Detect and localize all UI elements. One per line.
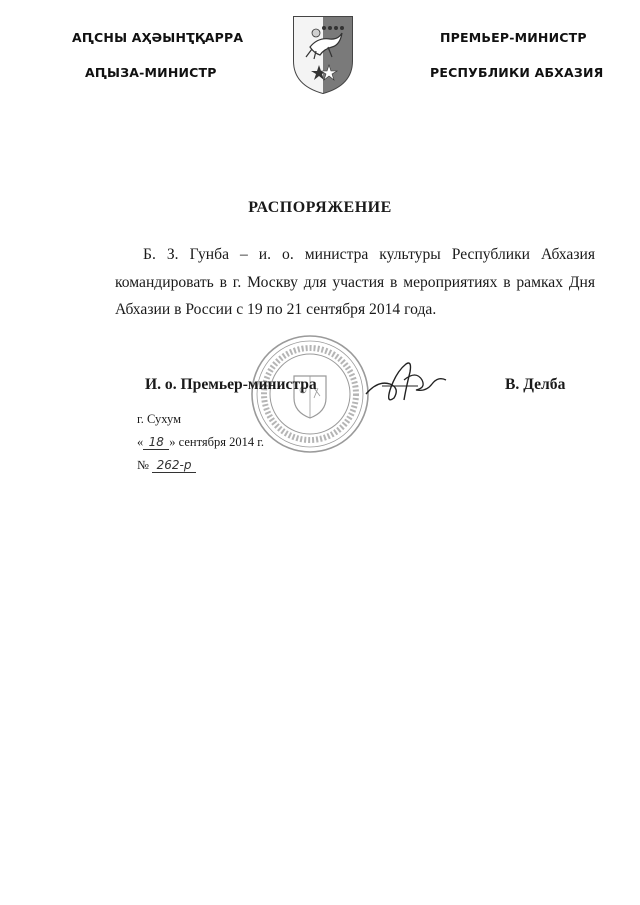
header-left-line1: АԤСНЫ АҲӘЫНҬҚАРРА <box>72 30 244 45</box>
header-right-line1: ПРЕМЬЕР-МИНИСТР <box>440 30 587 45</box>
document-title: РАСПОРЯЖЕНИЕ <box>248 199 392 216</box>
signatory-name: В. Делба <box>505 376 566 393</box>
document-body <box>115 241 595 324</box>
date-day: 18 <box>143 435 169 450</box>
body-paragraph: Б. З. Гунба – и. о. министра культуры Республики Абхазия командировать в г. Москву для участия в мероприятиях в рамках Дня Абхазии в России с 19 по 21 сентября 2014 года. <box>115 246 595 318</box>
number-prefix: № <box>137 458 149 472</box>
date-month-year: » сентября 2014 г. <box>169 435 265 449</box>
handwritten-signature <box>360 350 460 406</box>
issue-city: г. Сухум <box>137 412 182 426</box>
header-right-line2: РЕСПУБЛИКИ АБХАЗИЯ <box>430 65 604 80</box>
header-left-line2: АԤЫЗА-МИНИСТР <box>85 65 217 80</box>
coat-of-arms-emblem <box>290 13 356 95</box>
document-number <box>137 458 196 473</box>
number-value: 262-р <box>152 458 196 473</box>
official-seal-stamp <box>248 332 372 456</box>
date-open-quote: « <box>137 435 144 449</box>
issue-date <box>137 435 264 450</box>
signatory-position: И. о. Премьер-министра <box>145 376 317 393</box>
